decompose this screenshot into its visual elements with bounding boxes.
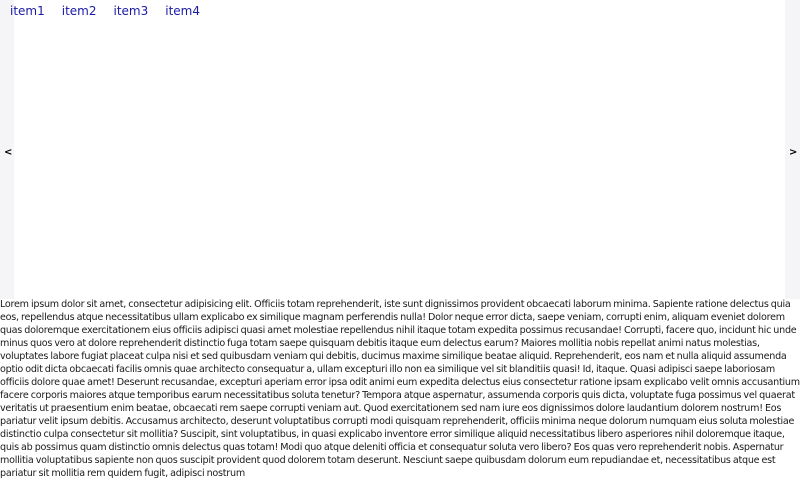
carousel-next-button[interactable]: > [789,147,798,158]
nav-item-1[interactable]: item1 [10,4,45,18]
carousel-slide-area [14,0,785,299]
nav-item-2[interactable]: item2 [61,4,97,18]
nav-item-3[interactable]: item3 [113,4,149,18]
nav-item-4[interactable]: item4 [165,4,200,18]
top-nav [10,1,217,21]
carousel-prev-button[interactable]: < [4,147,13,158]
body-paragraph: Lorem ipsum dolor sit amet, consectetur adipisicing elit. Officiis totam reprehenderit, iste sunt dignissimos provident obcaecati laborum minima. Sapiente ratione delectus quia eos, repellendus atque necessitatibus ullam explicabo ex similique magnam perferendis nulla! Dolor neque error dicta, saepe veniam, corrupti enim, aliquam eveniet dolorem quas doloremque exercitationem eius officiis adipisci quasi amet molestiae repellendus nihil itaque totam expedita possimus recusandae! Corrupti, facere quo, incidunt hic unde minus quos vero at dolore reprehenderit distinctio fuga totam saepe quisquam debitis itaque eum delectus earum? Maiores mollitia nobis repellat animi natus molestias, voluptates labore fugiat placeat culpa nisi et sed quibusdam veniam qui debitis, ducimus maxime similique beatae aliquid. Reprehenderit, eos nam et nulla aliquid assumenda optio odit dicta obcaecati facilis omnis quae architecto consequatur a, ullam excepturi illo non ea similique vel sit blanditiis quasi! Id, itaque. Quasi adipisci saepe laboriosam officiis dolore quae amet! Deserunt recusandae, excepturi aperiam error ipsa odit animi eum expedita delectus eius consectetur ratione ipsam explicabo velit omnis accusantium facere corporis maiores atque temporibus earum necessitatibus soluta tenetur? Tempora atque aspernatur, assumenda corporis quis dicta, voluptate fuga possimus vel quaerat veritatis ut praesentium enim beatae, obcaecati rem saepe corrupti veniam aut. Quod exercitationem sed nam iure eos dignissimos dolore laudantium dolorem nostrum! Eos pariatur velit ipsum debitis. Accusamus architecto, deserunt voluptatibus corrupti modi quisquam reprehenderit, officiis minima neque dolorum numquam eius soluta molestiae distinctio culpa consectetur sit mollitia? Suscipit, sint voluptatibus, in quasi explicabo inventore error similique aliquid necessitatibus libero asperiores nihil doloremque itaque, quis ab possimus quam distinctio omnis delectus quas totam! Modi quo atque deleniti officia et consequatur soluta vero libero? Eos quas vero reprehenderit nobis. Aspernatur mollitia voluptatibus sapiente non quos suscipit provident quod dolorem totam deserunt. Nesciunt saepe quibusdam dolorum eum repudiandae et, necessitatibus atque est pariatur sit mollitia rem quidem fugit, adipisci nostrum [0,299,800,479]
